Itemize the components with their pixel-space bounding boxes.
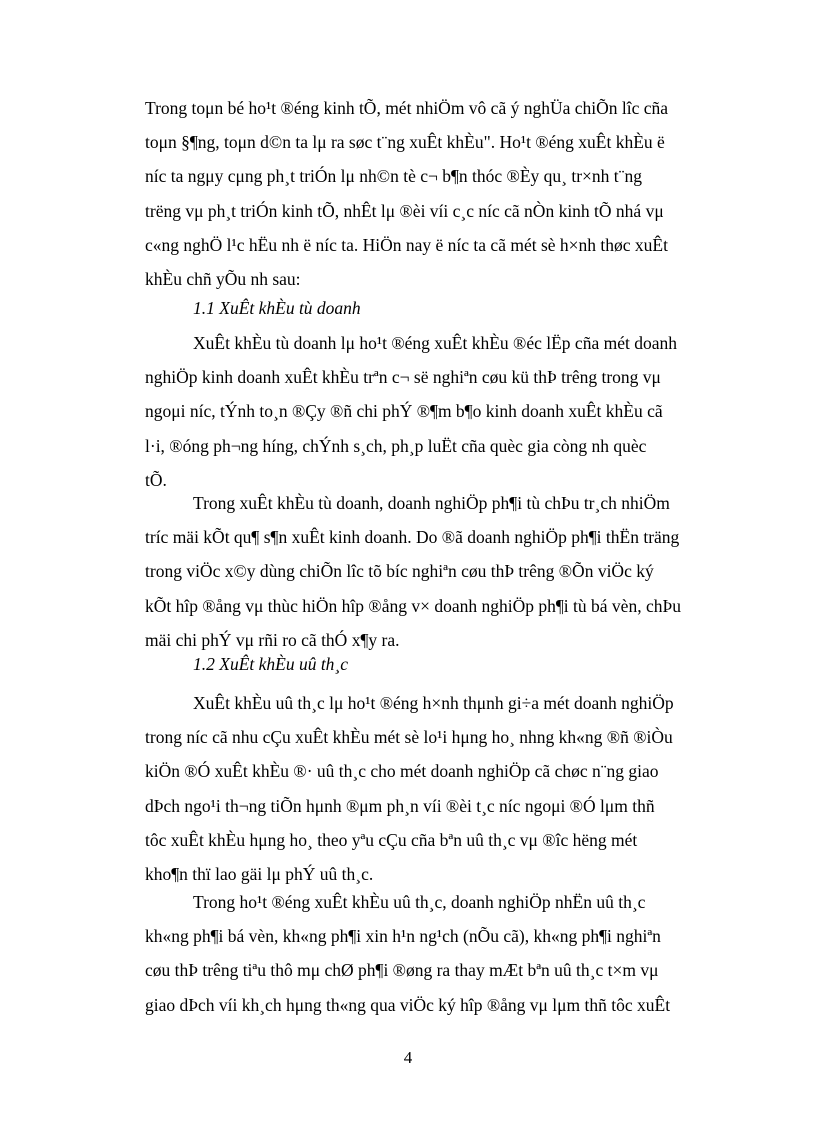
body-paragraph-self-export-definition: XuÊt khÈu tù doanh lμ ho¹t ®éng xuÊt khÈu ®éc lËp cña mét doanh nghiÖp kinh doanh xuÊt khÈu trªn c¬ së nghiªn cøu kü thÞ trêng trong vμ ngoμi níc, tÝnh to¸n ®Çy ®ñ chi phÝ ®¶m b¶o kinh doanh xuÊt khÈu cã l·i, ®óng ph¬ng híng, chÝnh s¸ch, ph¸p luËt cña quèc gia còng nh quèc tÕ.: [145, 333, 677, 490]
body-paragraph-entrusted-export-activities: Trong ho¹t ®éng xuÊt khÈu uû th¸c, doanh nghiÖp nhËn uû th¸c kh«ng ph¶i bá vèn, kh«ng ph¶i xin h¹n ng¹ch (nÕu cã), kh«ng ph¶i nghiªn cøu thÞ trêng tiªu thô mμ chØ ph¶i ®øng ra thay mÆt bªn uû th¸c t×m vμ giao dÞch víi kh¸ch hμng th«ng qua viÖc ký hîp ®ång vμ lμm thñ tôc xuÊt: [145, 892, 671, 1015]
body-paragraph-intro: Trong toμn bé ho¹t ®éng kinh tÕ, mét nhiÖm vô cã ý nghÜa chiÕn lîc cña toμn §¶ng, toμn d©n ta lμ ra søc t¨ng xuÊt khÈu". Ho¹t ®éng xuÊt khÈu ë níc ta ngμy cμng ph¸t triÓn lμ nh©n tè c¬ b¶n thóc ®Èy qu¸ tr×nh t¨ng trëng vμ ph¸t triÓn kinh tÕ, nhÊt lμ ®èi víi c¸c níc cã nÒn kinh tÕ nhá vμ c«ng nghÖ l¹c hËu nh ë níc ta. HiÖn nay ë níc ta cã mét sè h×nh thøc xuÊt khÈu chñ yÕu nh sau:: [145, 98, 669, 290]
page-number: 4: [403, 1048, 413, 1067]
body-paragraph-entrusted-export-definition: XuÊt khÈu uû th¸c lμ ho¹t ®éng h×nh thμnh gi÷a mét doanh nghiÖp trong níc cã nhu cÇu xuÊt khÈu mét sè lo¹i hμng ho¸ nhng kh«ng ®ñ ®iÒu kiÖn ®Ó xuÊt khÈu ®· uû th¸c cho mét doanh nghiÖp cã chøc n¨ng giao dÞch ngo¹i th¬ng tiÕn hμnh ®μm ph¸n víi ®èi t¸c níc ngoμi ®Ó lμm thñ tôc xuÊt khÈu hμng ho¸ theo yªu cÇu cña bªn uû th¸c vμ ®îc hëng mét kho¶n thï lao gäi lμ phÝ uû th¸c.: [145, 693, 674, 885]
body-paragraph-self-export-responsibility: Trong xuÊt khÈu tù doanh, doanh nghiÖp ph¶i tù chÞu tr¸ch nhiÖm tríc mäi kÕt qu¶ s¶n xuÊt kinh doanh. Do ®ã doanh nghiÖp ph¶i thËn träng trong viÖc x©y dùng chiÕn lîc tõ bíc nghiªn cøu thÞ trêng ®Õn viÖc ký kÕt hîp ®ång vμ thùc hiÖn hîp ®ång v× doanh nghiÖp ph¶i tù bá vèn, chÞu mäi chi phÝ vμ rñi ro cã thÓ x¶y ra.: [145, 493, 681, 650]
section-heading-1-1: 1.1 XuÊt khÈu tù doanh: [193, 298, 361, 318]
section-heading-1-2: 1.2 XuÊt khÈu uû th¸c: [193, 654, 349, 674]
